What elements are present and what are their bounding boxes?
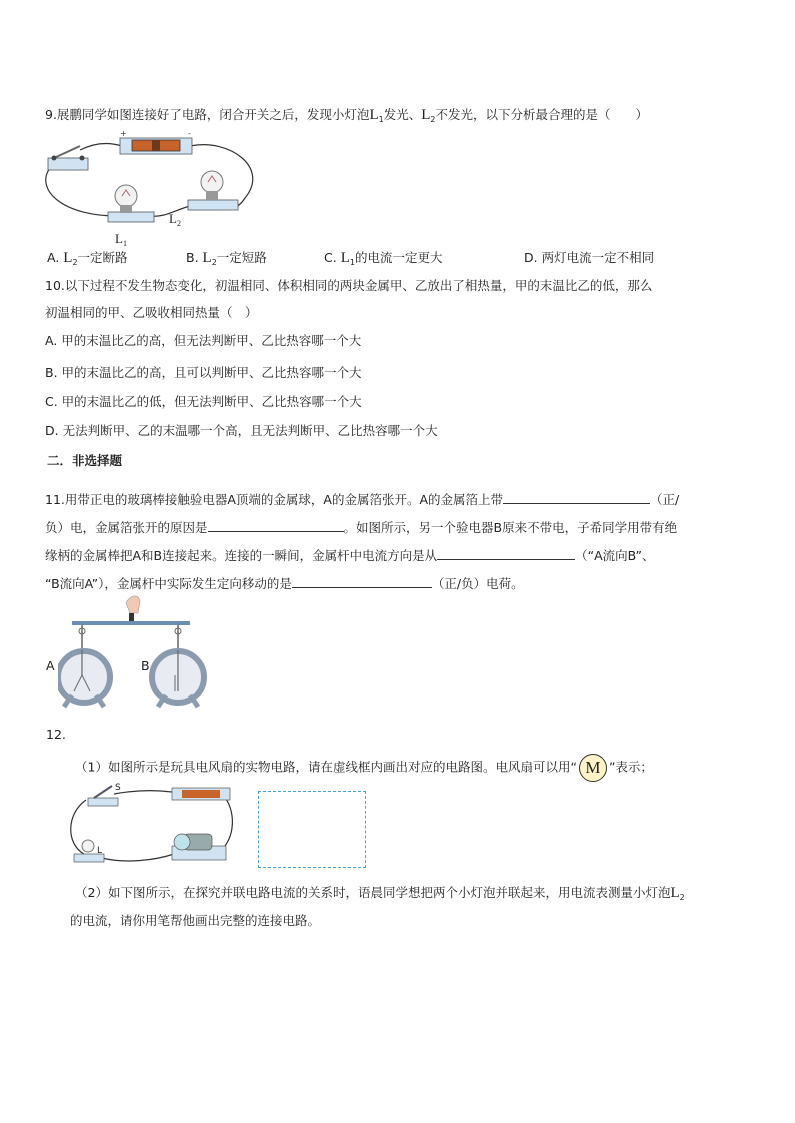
q10-stem-line2: 初温相同的甲、乙吸收相同热量（ ） <box>45 305 258 320</box>
q12-part2-line1: （2）如下图所示，在探究并联电路电流的关系时，语晨同学想把两个小灯泡并联起来，用电流表测量小灯泡$L_2$ <box>75 885 685 902</box>
q9-option-d: D. 两灯电流一定不相同 <box>524 250 655 265</box>
section-title: 二．非选择题 <box>47 453 123 468</box>
q9-circuit-figure <box>40 128 270 250</box>
q9-option-b: B. $L_2$一定短路 <box>186 250 267 267</box>
q10-option-d: D. 无法判断甲、乙的末温哪一个高，且无法判断甲、乙比热容哪一个大 <box>45 423 438 438</box>
q10-option-b: B. 甲的末温比乙的高，且可以判断甲、乙比热容哪一个大 <box>45 365 362 380</box>
fig-label-s: S <box>115 783 121 793</box>
label-b: B <box>141 658 150 673</box>
q11-blank-3[interactable] <box>437 547 575 560</box>
fig-label-l2: $L_2$ <box>169 211 181 228</box>
q12-part1: （1）如图所示是玩具电风扇的实物电路，请在虚线框内画出对应的电路图。电风扇可以用“ M ”表示； <box>75 754 653 782</box>
motor-symbol: M <box>579 754 607 782</box>
q11-line1: 11.用带正电的玻璃棒接触验电器A顶端的金属球，A的金属箔张开。A的金属箔上带 （正/ <box>45 492 680 507</box>
q11-line4: “B流向A”），金属杆中实际发生定向移动的是 （正/负）电荷。 <box>45 576 524 591</box>
q12-number: 12. <box>46 727 66 742</box>
q11-blank-2[interactable] <box>208 519 344 532</box>
q11-line2: 负）电，金属箔张开的原因是 。如图所示，另一个验电器B原来不带电，子希同学用带有绝 <box>45 520 678 535</box>
label-a: A <box>46 658 55 673</box>
q11-line3: 缘柄的金属棒把A和B连接起来。连接的一瞬间，金属杆中电流方向是从 （“A流向B”、 <box>45 548 655 563</box>
q10-option-c: C. 甲的末温比乙的低，但无法判断甲、乙比热容哪一个大 <box>45 394 362 409</box>
q12-part2-line2: 的电流，请你用笔帮他画出完整的连接电路。 <box>70 913 321 928</box>
fig-label-l: L <box>97 846 103 856</box>
q9-option-c: C. $L_1$的电流一定更大 <box>324 250 443 267</box>
svg-text:+: + <box>120 129 127 138</box>
q9-stem: 9.展鹏同学如图连接好了电路，闭合开关之后，发现小灯泡$L_1$发光、$L_2$不发光，以下分析最合理的是（ ） <box>45 107 648 124</box>
answer-dashed-box[interactable] <box>258 791 366 868</box>
q11-blank-4[interactable] <box>292 575 432 588</box>
fig-label-l1: $L_1$ <box>115 231 127 248</box>
q10-stem-line1: 10.以下过程不发生物态变化，初温相同、体积相同的两块金属甲、乙放出了相热量，甲的末温比乙的低，那么 <box>45 278 653 293</box>
q11-blank-1[interactable] <box>503 491 650 504</box>
q10-option-a: A. 甲的末温比乙的高，但无法判断甲、乙比热容哪一个大 <box>45 333 362 348</box>
fan-circuit-figure <box>66 784 236 870</box>
electroscope-figure <box>58 595 208 715</box>
q9-option-a: A. $L_2$一定断路 <box>47 250 128 267</box>
svg-text:-: - <box>188 129 191 138</box>
